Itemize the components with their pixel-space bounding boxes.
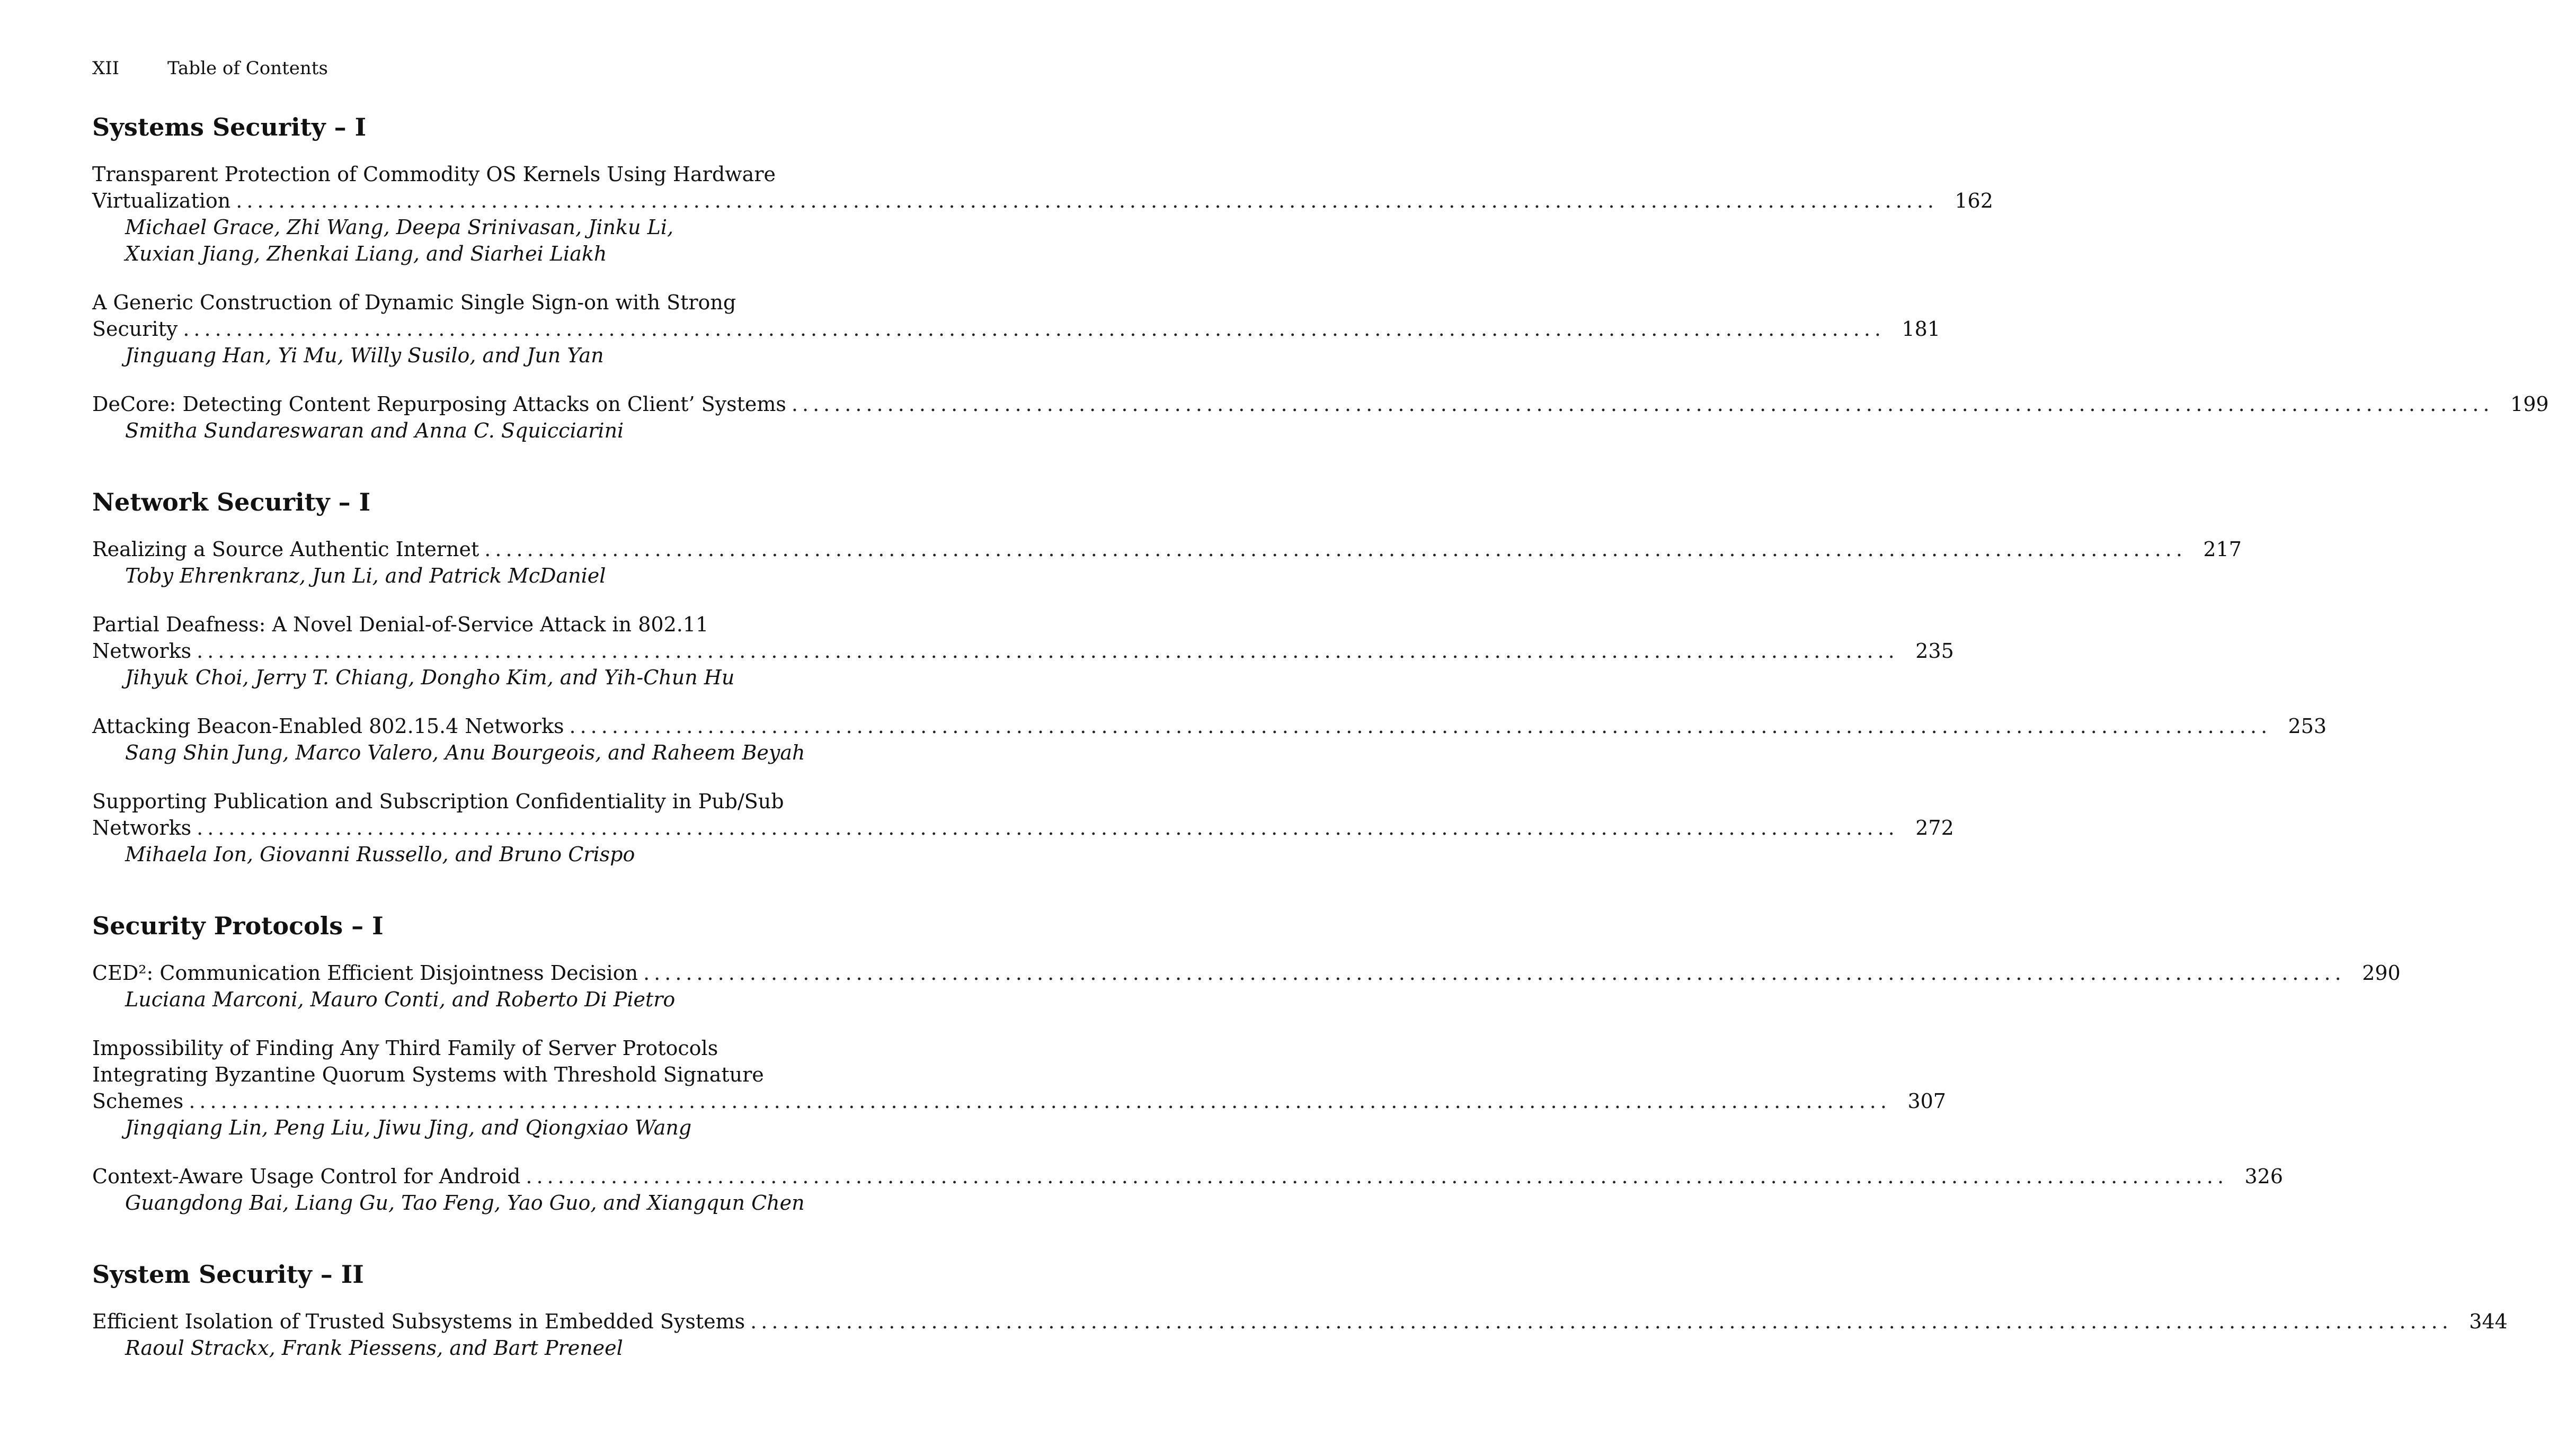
entry-page-number: 253: [2288, 714, 2327, 738]
entry-page-number: 307: [1907, 1089, 1946, 1113]
dot-leader: ................................................................................................................................................................: [183, 317, 1885, 341]
entry-page-number: 181: [1902, 317, 1940, 341]
toc-section: [92, 1258, 2508, 1361]
entry-title: Networks: [92, 816, 192, 839]
dot-leader: ................................................................................................................................................................: [526, 1165, 2228, 1188]
section-title: Security Protocols – I: [92, 912, 384, 940]
toc-entry[interactable]: [92, 289, 1940, 369]
running-head: [92, 55, 854, 82]
entry-page-number: 217: [2203, 538, 2242, 561]
page-number: XII: [92, 58, 120, 79]
toc-entry[interactable]: [92, 960, 2401, 1013]
entry-title: Transparent Protection of Commodity OS Kernels Using Hardware: [92, 163, 776, 186]
running-head-title: Table of Contents: [167, 58, 328, 79]
entry-authors: Jinguang Han, Yi Mu, Willy Susilo, and Jun Yan: [125, 344, 604, 367]
entry-authors: Luciana Marconi, Mauro Conti, and Roberto Di Pietro: [125, 988, 676, 1011]
toc-entry[interactable]: [92, 536, 2242, 589]
entry-authors: Mihaela Ion, Giovanni Russello, and Bruno Crispo: [125, 843, 635, 866]
dot-leader: ................................................................................................................................................................: [791, 392, 2494, 416]
entry-authors: Raoul Strackx, Frank Piessens, and Bart Preneel: [125, 1336, 623, 1360]
entry-title: Integrating Byzantine Quorum Systems with Threshold Signature: [92, 1063, 764, 1086]
section-title: Systems Security – I: [92, 113, 367, 141]
entry-title-line: [92, 1035, 854, 1061]
entry-title-line: [92, 289, 854, 316]
entry-title: CED²: Communication Efficient Disjointness Decision: [92, 961, 638, 985]
entry-title: A Generic Construction of Dynamic Single Sign-on with Strong: [92, 291, 736, 314]
dot-leader: ................................................................................................................................................................: [643, 961, 2346, 985]
entry-title: Impossibility of Finding Any Third Family of Server Protocols: [92, 1037, 718, 1060]
entry-authors: Michael Grace, Zhi Wang, Deepa Srinivasan, Jinku Li,: [125, 216, 674, 239]
entry-title: Schemes: [92, 1089, 184, 1113]
entry-title: Context-Aware Usage Control for Android: [92, 1165, 521, 1188]
toc-entry[interactable]: [92, 1163, 2284, 1216]
entry-title: Efficient Isolation of Trusted Subsystems in Embedded Systems: [92, 1310, 745, 1333]
entry-title: Networks: [92, 639, 192, 663]
entry-page-number: 199: [2510, 392, 2549, 416]
entry-title-line: [92, 1061, 854, 1088]
dot-leader: ................................................................................................................................................................: [750, 1310, 2453, 1333]
toc-entry[interactable]: [92, 161, 1993, 267]
entry-authors: Sang Shin Jung, Marco Valero, Anu Bourgeois, and Raheem Beyah: [125, 741, 805, 764]
toc-entry[interactable]: [92, 713, 2327, 766]
toc-entry[interactable]: [92, 611, 1954, 691]
toc-entry[interactable]: [92, 391, 2549, 444]
dot-leader: ................................................................................................................................................................: [569, 714, 2272, 738]
entry-title-line: [92, 1163, 2284, 1190]
entry-authors: Toby Ehrenkranz, Jun Li, and Patrick McDaniel: [125, 564, 606, 587]
toc-entry[interactable]: [92, 1308, 2508, 1361]
entry-title: Attacking Beacon-Enabled 802.15.4 Networks: [92, 714, 564, 738]
entry-title: Security: [92, 317, 178, 341]
entry-title-line: [92, 1088, 1946, 1114]
entry-title-line: [92, 187, 1993, 214]
entry-page-number: 272: [1915, 816, 1954, 839]
entry-authors: Jingqiang Lin, Peng Liu, Jiwu Jing, and Qiongxiao Wang: [125, 1116, 692, 1139]
toc-body: [92, 111, 2549, 1361]
entry-page-number: 162: [1955, 189, 1993, 212]
entry-title: Supporting Publication and Subscription Confidentiality in Pub/Sub: [92, 790, 784, 813]
entry-title: Virtualization: [92, 189, 231, 212]
entry-title-line: [92, 536, 2242, 562]
section-title: System Security – II: [92, 1260, 364, 1289]
entry-title-line: [92, 788, 854, 815]
entry-authors: Jihyuk Choi, Jerry T. Chiang, Dongho Kim, and Yih-Chun Hu: [125, 666, 735, 689]
toc-section: [92, 910, 2401, 1216]
dot-leader: ................................................................................................................................................................: [236, 189, 1938, 212]
entry-authors: Smitha Sundareswaran and Anna C. Squicciarini: [125, 419, 624, 442]
entry-title-line: [92, 316, 1940, 342]
entry-title-line: [92, 391, 2549, 417]
entry-title: DeCore: Detecting Content Repurposing Attacks on Client’ Systems: [92, 392, 786, 416]
dot-leader: ................................................................................................................................................................: [484, 538, 2187, 561]
entry-title-line: [92, 815, 1954, 841]
entry-title-line: [92, 161, 854, 187]
entry-title-line: [92, 611, 854, 638]
entry-page-number: 235: [1915, 639, 1954, 663]
entry-title: Partial Deafness: A Novel Denial-of-Service Attack in 802.11: [92, 613, 709, 636]
toc-page: [92, 55, 2549, 1383]
entry-title: Realizing a Source Authentic Internet: [92, 538, 479, 561]
entry-title-line: [92, 713, 2327, 739]
entry-title-line: [92, 638, 1954, 664]
entry-page-number: 344: [2469, 1310, 2508, 1333]
dot-leader: ................................................................................................................................................................: [189, 1089, 1891, 1113]
entry-authors: Xuxian Jiang, Zhenkai Liang, and Siarhei Liakh: [125, 242, 607, 265]
toc-section: [92, 111, 2549, 444]
dot-leader: ................................................................................................................................................................: [197, 816, 1899, 839]
entry-title-line: [92, 1308, 2508, 1335]
toc-entry[interactable]: [92, 1035, 1946, 1141]
section-title: Network Security – I: [92, 488, 371, 516]
entry-page-number: 326: [2244, 1165, 2284, 1188]
dot-leader: ................................................................................................................................................................: [197, 639, 1899, 663]
toc-section: [92, 486, 2327, 868]
entry-page-number: 290: [2362, 961, 2401, 985]
entry-title-line: [92, 960, 2401, 986]
entry-authors: Guangdong Bai, Liang Gu, Tao Feng, Yao Guo, and Xiangqun Chen: [125, 1191, 805, 1214]
toc-entry[interactable]: [92, 788, 1954, 868]
